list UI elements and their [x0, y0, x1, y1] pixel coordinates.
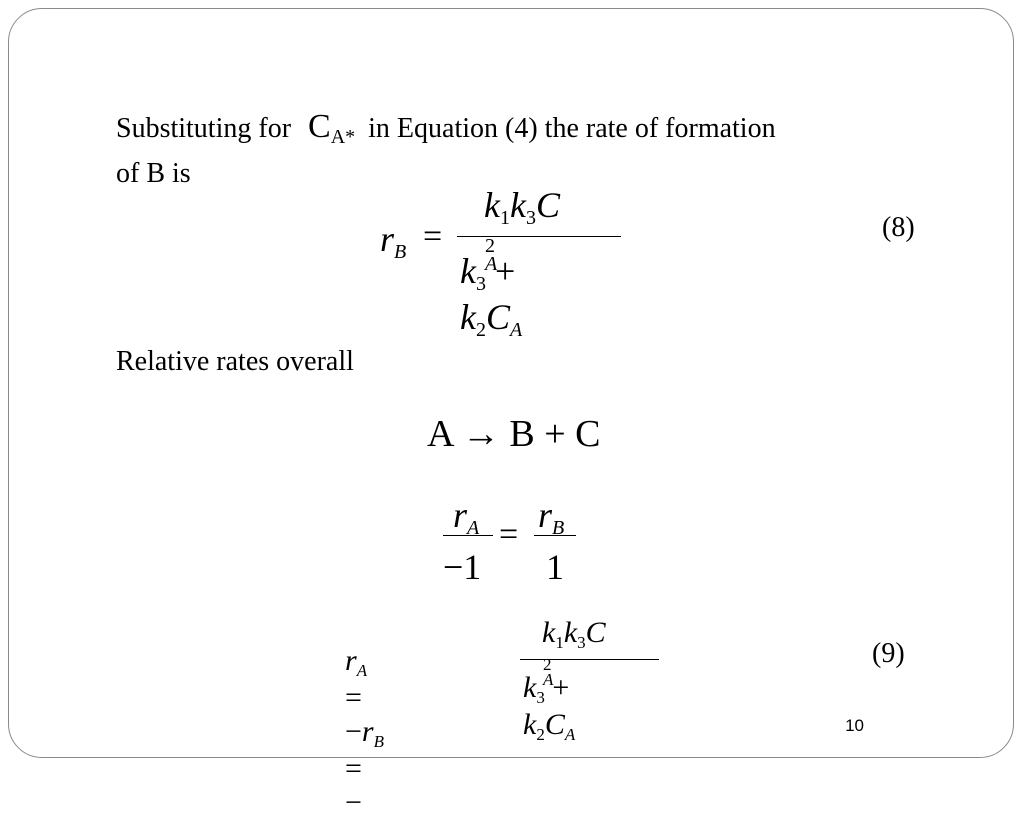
- intermediate-concentration-symbol: $C_{A*}$: [308, 108, 356, 148]
- eq8-fraction-bar: [457, 236, 621, 237]
- eq8-numerator: k1k3C 2 A: [484, 185, 560, 275]
- ratio-right-numerator: $r_B$: [538, 495, 565, 539]
- equation-9-number: (9): [872, 638, 905, 669]
- intro-text-after: in Equation (4) the rate of formation: [368, 113, 776, 144]
- eq9-denominator: $k3 + k2C_A$: [523, 671, 576, 744]
- eq8-equals: =: [423, 218, 443, 255]
- ratio-left-denominator: −1: [443, 547, 482, 587]
- eq8-lhs: $r_B$: [380, 219, 407, 263]
- equation-8-number: (8): [882, 212, 915, 243]
- ratio-left-numerator: $r_A$: [453, 495, 480, 539]
- ratio-right-denominator: 1: [546, 547, 564, 587]
- ratio-right-bar: [534, 535, 576, 536]
- eq8-denominator: $k3 + k2C_A$: [460, 251, 523, 341]
- eq9-lhs: $r_A = -r_B$ = −: [345, 644, 384, 819]
- page-number: 10: [845, 716, 864, 735]
- eq9-fraction-bar: [520, 659, 659, 660]
- reaction-equation: A → B + C: [427, 413, 601, 455]
- eq9-numerator: k1k3C 2 A: [542, 616, 606, 690]
- ratio-left-bar: [443, 535, 493, 536]
- intro-line-2: of B is: [116, 158, 191, 189]
- ratio-equals: =: [499, 516, 519, 553]
- intro-text-before: Substituting for: [116, 113, 292, 144]
- intro-line-1: [116, 110, 776, 147]
- section-heading: Relative rates overall: [116, 346, 354, 377]
